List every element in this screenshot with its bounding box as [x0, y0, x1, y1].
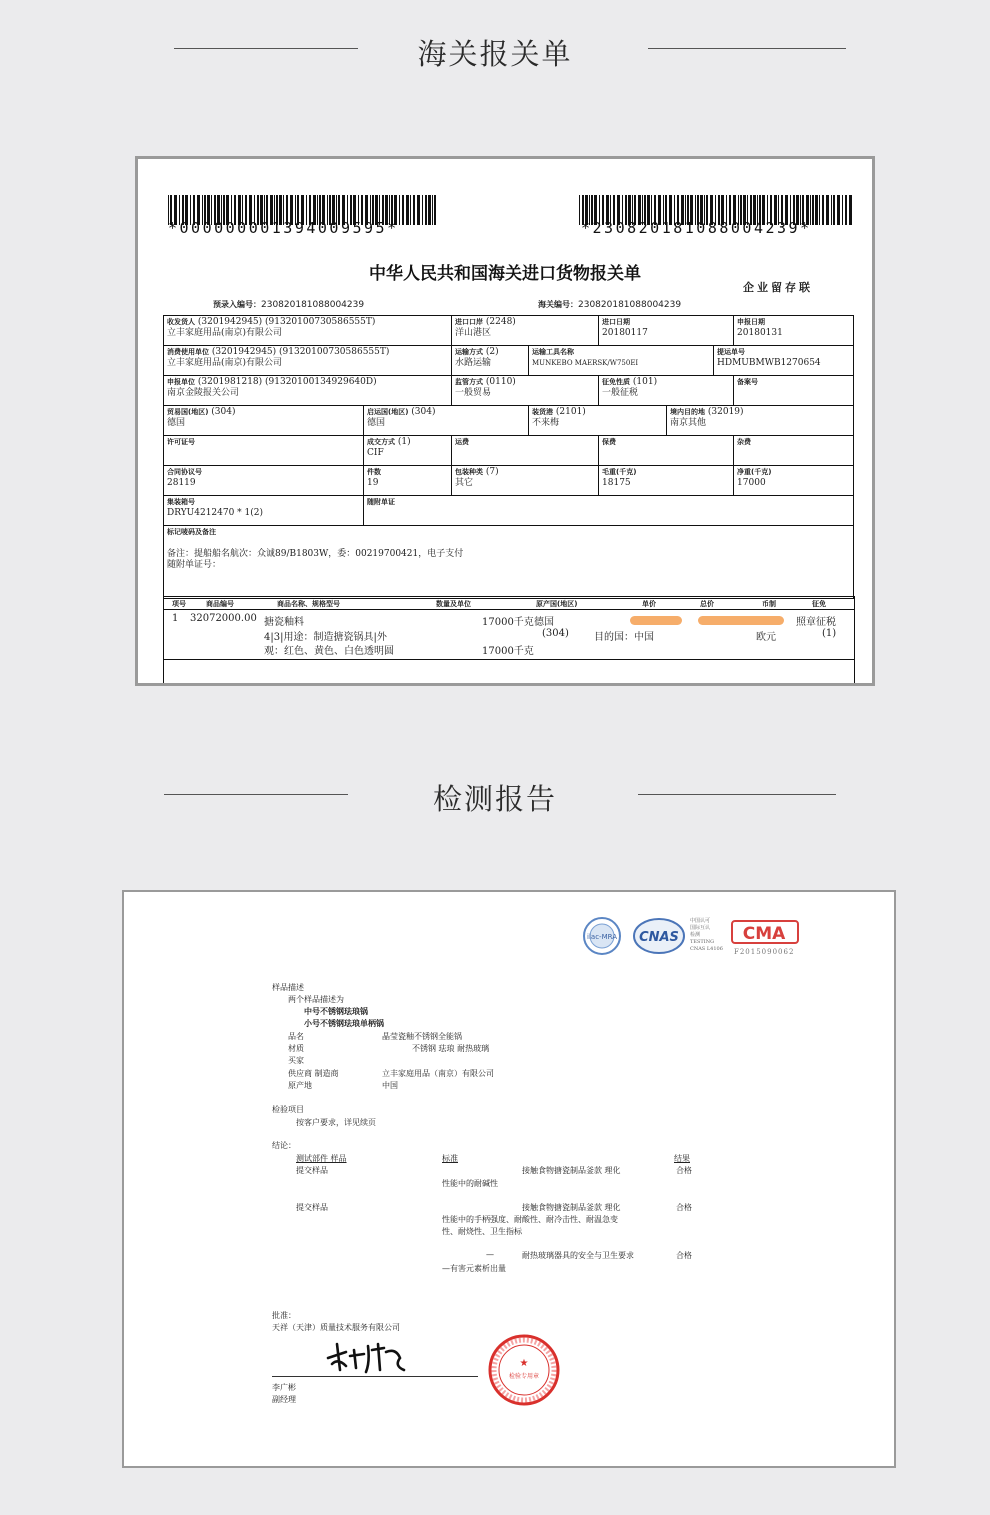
goods-qty-2: 17000千克 [482, 646, 534, 657]
cell-insurance: 保费 [599, 436, 734, 466]
cell-pieces: 件数 19 [364, 466, 452, 496]
two-samples: 两个样品描述为 [288, 995, 344, 1004]
goods-currency: 欧元 [756, 632, 776, 643]
label-product: 品名 [288, 1032, 304, 1041]
cnas-small-text: 中国认可 国际互认 检测 TESTING CNAS L4106 [690, 918, 723, 952]
goods-item-no: 1 [172, 613, 179, 624]
cell-deal: 成交方式 (1) CIF [364, 436, 452, 466]
barcode-bar [417, 195, 420, 225]
cell-declarant: 申报单位 (3201981218) (91320100134929640D) 南京金陵报关公司 [164, 376, 452, 406]
barcode-bar [399, 195, 400, 225]
label-origin: 原产地 [288, 1081, 312, 1090]
barcode-bar [413, 195, 415, 225]
barcode-right-number: *230820181088004239* [581, 219, 812, 237]
svg-text:检验专用章: 检验专用章 [508, 1373, 540, 1380]
cell-freight: 运费 [452, 436, 599, 466]
barcode-bar [822, 195, 824, 225]
cell-consumer: 消费使用单位 (3201942945) (91320100730586555T) 立丰家庭用品(南京)有限公司 [164, 346, 452, 376]
barcode-bar [842, 195, 843, 225]
material: 不锈钢 珐琅 耐热玻璃 [412, 1044, 490, 1053]
goods-header-levy: 征免 [812, 600, 826, 608]
goods-destination: 目的国：中国 [594, 632, 654, 643]
goods-spec-2: 观：红色、黄色、白色透明圆 [264, 646, 394, 657]
cell-contract: 合同协议号 28119 [164, 466, 364, 496]
handwritten-signature [320, 1336, 420, 1378]
row1-result: 合格 [676, 1166, 692, 1175]
cell-marks: 标记唛码及备注 备注：提船船名航次：众诚89/B1803W，委：00219700421，电子支付 随附单证号： [164, 526, 854, 599]
cnas-logo [632, 916, 686, 956]
goods-header-total: 总价 [700, 600, 714, 608]
barcode-bar [425, 195, 427, 225]
ilac-mra-logo [580, 916, 626, 956]
cell-destination: 境内目的地 (32019) 南京其他 [667, 406, 854, 436]
goods-levy: 照章征税 [796, 617, 836, 628]
goods-origin: 德国 [534, 617, 554, 628]
barcode-bar [579, 195, 580, 225]
barcode-bar [831, 195, 832, 225]
barcode-bar [837, 195, 840, 225]
product-name: 晶莹瓷釉不锈钢全能锅 [382, 1032, 462, 1041]
goods-section [163, 596, 855, 686]
cma-number: F2015090062 [734, 948, 795, 956]
company-name: 天祥（天津）质量技术服务有限公司 [272, 1323, 400, 1332]
barcode-bar [428, 195, 431, 225]
cell-supervision: 监管方式 (0110) 一般贸易 [452, 376, 599, 406]
goods-qty: 17000千克 [482, 617, 534, 628]
goods-name: 搪瓷釉料 [264, 617, 304, 628]
cell-import-date: 进口日期 20180117 [599, 316, 734, 346]
cell-import-port: 进口口岸 (2248) 洋山港区 [452, 316, 599, 346]
svg-text:ilac-MRA: ilac-MRA [587, 933, 617, 941]
label-approval: 批准： [272, 1311, 296, 1320]
goods-spec: 4|3|用途：制造搪瓷锅具|外 [264, 632, 387, 643]
cell-ship-country: 启运国(地区) (304) 德国 [364, 406, 529, 436]
official-seal [486, 1332, 562, 1408]
row3-dash: — [486, 1250, 494, 1259]
goods-header-origin: 原产国(地区) [536, 600, 578, 608]
goods-header-unit-price: 单价 [642, 600, 656, 608]
row1-std-b: 性能中的耐碱性 [442, 1179, 498, 1188]
cell-container: 集装箱号 DRYU4212470 * 1(2) [164, 496, 364, 526]
row1-std-a: 接触食物搪瓷制品釜款 理化 [522, 1166, 621, 1175]
goods-header-currency: 币制 [762, 600, 776, 608]
goods-hs-code: 32072000.00 [190, 613, 257, 624]
test-items-value: 按客户要求，详见续页 [296, 1118, 376, 1127]
barcode-bar [406, 195, 409, 225]
cell-record: 备案号 [734, 376, 854, 406]
barcode-bar [434, 195, 436, 225]
origin: 中国 [382, 1081, 398, 1090]
section-header-customs [0, 22, 990, 82]
row2-std-b: 性能中的手柄强度、耐酸性、耐冷击性、耐温急变 [442, 1215, 618, 1224]
svg-text:CMA: CMA [742, 924, 786, 944]
cell-bill: 提运单号 HDMUBMWB1270654 [714, 346, 854, 376]
goods-origin-code: (304) [542, 628, 569, 639]
divider-right [638, 794, 836, 795]
cell-levy-nature: 征免性质 (101) 一般征税 [599, 376, 734, 406]
pre-entry-number: 预录入编号：230820181088004239 [213, 300, 365, 310]
row2-std-c: 性、耐烧性、卫生指标 [442, 1227, 522, 1236]
signer-title: 副经理 [272, 1395, 296, 1404]
row2-std-a: 接触食物搪瓷制品釜款 理化 [522, 1203, 621, 1212]
declaration-form-table [163, 315, 854, 599]
cell-trade-country: 贸易国(地区) (304) 德国 [164, 406, 364, 436]
barcode-bar [826, 195, 829, 225]
label-material: 材质 [288, 1044, 304, 1053]
barcode-bar [849, 195, 852, 225]
goods-bottom-rule [164, 659, 854, 660]
sample-2: 小号不锈钢珐琅单柄锅 [304, 1018, 384, 1028]
goods-header-rule [164, 609, 854, 610]
row3-std-a: 耐热玻璃器具的安全与卫生要求 [522, 1251, 634, 1260]
cell-vehicle: 运输工具名称 MUNKEBO MAERSK/W750EI [529, 346, 714, 376]
barcode-bar [815, 195, 818, 225]
cell-net-weight: 净重(千克) 17000 [734, 466, 854, 496]
customs-declaration-image [135, 156, 875, 686]
label-supplier: 供应商 制造商 [288, 1069, 339, 1078]
goods-header-name: 商品名称、规格型号 [277, 600, 340, 608]
col-standard: 标准 [442, 1154, 458, 1163]
cell-misc: 杂费 [734, 436, 854, 466]
barcode-bar [819, 195, 820, 225]
cell-transport: 运输方式 (2) 水路运输 [452, 346, 529, 376]
svg-text:CNAS: CNAS [639, 930, 679, 945]
label-sample-desc: 样品描述 [272, 983, 304, 992]
svg-text:★: ★ [519, 1358, 529, 1369]
row3-std-b: —有害元素析出量 [442, 1264, 506, 1273]
barcode-bar [845, 195, 847, 225]
copy-label: 企业留存联 [743, 281, 813, 294]
row2-part: 提交样品 [296, 1203, 328, 1212]
row1-part: 提交样品 [296, 1166, 328, 1175]
signer-name: 李广彬 [272, 1383, 296, 1392]
section-title-customs: 海关报关单 [417, 37, 573, 71]
section-header-report [0, 766, 990, 826]
supplier: 立丰家庭用品（南京）有限公司 [382, 1069, 494, 1078]
divider-right [648, 48, 846, 49]
label-buyer: 买家 [288, 1056, 304, 1065]
goods-header-hs: 商品编号 [206, 600, 234, 608]
redacted-unit-price [630, 616, 682, 625]
test-report-image [122, 890, 896, 1468]
goods-levy-code: (1) [822, 628, 837, 639]
barcode-left-number: *000000001394009595* [168, 219, 399, 237]
barcode-bar [432, 195, 433, 225]
cma-logo [730, 918, 808, 948]
col-part: 测试部件 样品 [296, 1154, 347, 1163]
signature-line [272, 1376, 478, 1377]
cell-license: 许可证号 [164, 436, 364, 466]
cell-package: 包装种类 (7) 其它 [452, 466, 599, 496]
barcode-bar [410, 195, 411, 225]
sample-1: 中号不锈钢珐琅锅 [304, 1006, 368, 1016]
cell-docs: 随附单证 [364, 496, 854, 526]
form-title: 中华人民共和国海关进口货物报关单 [369, 264, 641, 284]
cell-load-port: 装货港 (2101) 不来梅 [529, 406, 667, 436]
col-result: 结果 [674, 1154, 690, 1163]
goods-header-qty: 数量及单位 [436, 600, 471, 608]
row2-result: 合格 [676, 1203, 692, 1212]
cell-consignee: 收发货人 (3201942945) (91320100730586555T) 立丰家庭用品(南京)有限公司 [164, 316, 452, 346]
barcode-bar [812, 195, 814, 225]
goods-header-item: 项号 [172, 600, 186, 608]
cell-declare-date: 申报日期 20180131 [734, 316, 854, 346]
cell-gross-weight: 毛重(千克) 18175 [599, 466, 734, 496]
barcode-bar [833, 195, 835, 225]
row3-result: 合格 [676, 1251, 692, 1260]
redacted-total-price [698, 616, 784, 625]
label-conclusion: 结论： [272, 1141, 296, 1150]
section-title-report: 检测报告 [432, 782, 557, 816]
customs-number: 海关编号：230820181088004239 [538, 300, 682, 310]
barcode-bar [402, 195, 404, 225]
label-test-items: 检验项目 [272, 1105, 304, 1114]
barcode-bar [422, 195, 423, 225]
